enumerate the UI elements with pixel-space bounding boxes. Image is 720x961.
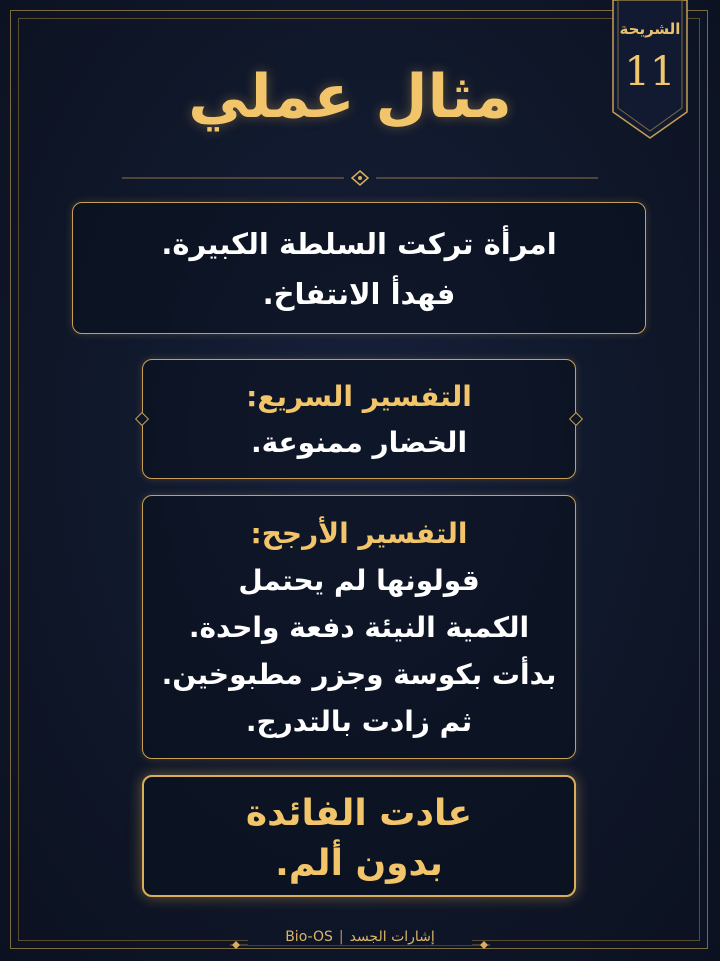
likely-interpretation-line: ثم زادت بالتدرج. (245, 705, 473, 738)
footer-brand: Bio-OS (285, 929, 333, 945)
title-divider-ornament (122, 168, 598, 188)
example-box (72, 202, 646, 334)
slide-number: 11 (624, 49, 676, 95)
quick-interpretation-box (142, 359, 576, 479)
result-box (142, 775, 576, 897)
example-line: فهدأ الانتفاخ. (262, 277, 456, 311)
result-line: بدون ألم. (275, 843, 443, 884)
result-line: عادت الفائدة (245, 793, 473, 834)
likely-interpretation-line: قولونها لم يحتمل (238, 564, 480, 597)
page-title: مثال عملي (188, 62, 512, 132)
badge-label: الشريحة (619, 20, 681, 38)
footer-series-name: إشارات الجسد (349, 929, 435, 945)
likely-interpretation-heading: التفسير الأرجح: (250, 517, 468, 550)
footer-credit (248, 929, 472, 945)
slide-number-badge (612, 0, 688, 140)
footer-separator: | (338, 929, 344, 945)
quick-interpretation-heading: التفسير السريع: (246, 380, 472, 413)
quick-interpretation-line: الخضار ممنوعة. (250, 426, 468, 459)
likely-interpretation-line: الكمية النيئة دفعة واحدة. (188, 611, 530, 644)
example-line: امرأة تركت السلطة الكبيرة. (161, 227, 557, 261)
likely-interpretation-box (142, 495, 576, 759)
likely-interpretation-line: بدأت بكوسة وجزر مطبوخين. (161, 658, 557, 691)
